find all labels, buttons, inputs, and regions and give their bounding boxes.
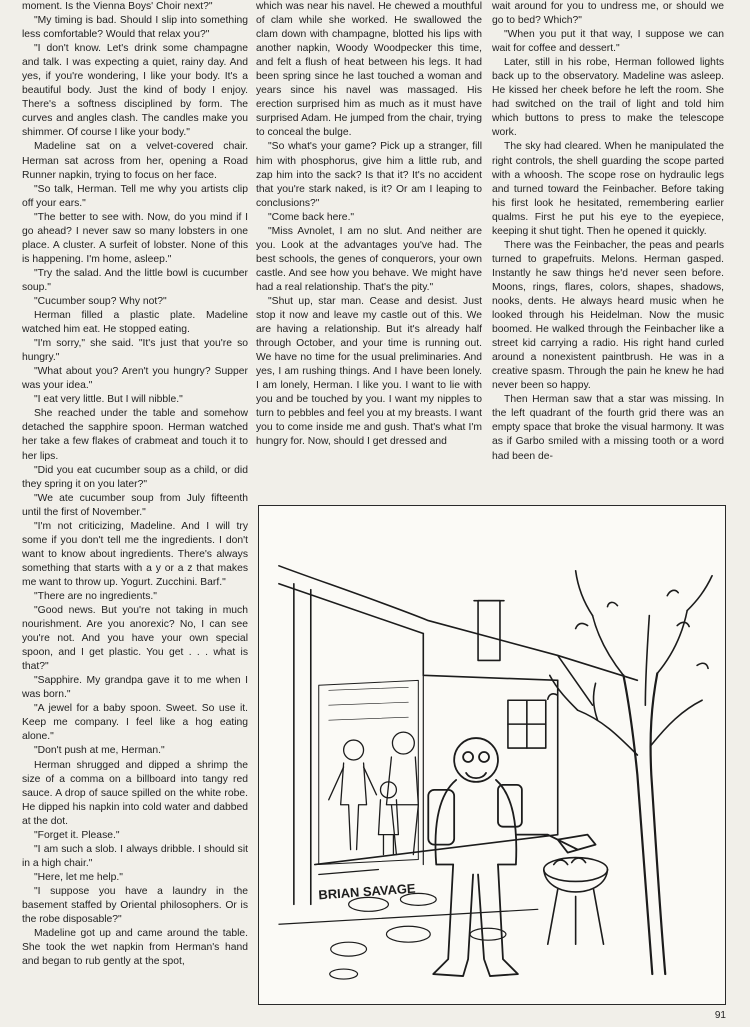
paragraph: "Sapphire. My grandpa gave it to me when I was born." xyxy=(22,675,248,701)
paragraph: "Did you eat cucumber soup as a child, or did they spring it on you later?" xyxy=(22,464,248,490)
paragraph: "Good news. But you're not taking in much nourishment. Are you anorexic? No, I can see you're not. And you have your own special spoon, and I get plastic. You get . . . what is that?" xyxy=(22,605,248,673)
family-figures-drawing xyxy=(329,732,419,854)
paragraph: Madeline got up and came around the table. She took the wet napkin from Herman's hand and began to rub gently at the spot, xyxy=(22,928,248,968)
house-drawing xyxy=(279,566,637,905)
paragraph: Herman filled a plastic plate. Madeline watched him eat. He stopped eating. xyxy=(22,310,248,336)
paragraph: which was near his navel. He chewed a mouthful of clam while she worked. He swallowed the clam down with champagne, blotted his lips with another napkin, Woody Woodpecker this time, and felt a flush of heat between his legs. It had been spring since he last touched a woman and years since his navel was massaged. His erection surprised him as much as it must have surprised Adam. He jumped from the chair, trying to conceal the bulge. xyxy=(256,1,482,139)
paragraph: "Forget it. Please." xyxy=(34,829,120,841)
paragraph: "The better to see with. Now, do you mind if I go ahead? I never saw so many lobsters in one place. A cluster. A surfeit of lobster. None of this is happening. I'm home, asleep." xyxy=(22,211,248,265)
paragraph: Later, still in his robe, Herman followed lights back up to the observatory. Madeline was asleep. He kissed her cheek before he left the room. She had switched on the trail of light and told him which buttons to press to make the telescope work. xyxy=(492,57,724,139)
paragraph: "Here, let me help." xyxy=(34,871,123,883)
paragraph: wait around for you to undress me, or should we go to bed? Which?" xyxy=(492,1,724,27)
paragraph: moment. Is the Vienna Boys' Choir next?" xyxy=(22,1,213,12)
paragraph: "So talk, Herman. Tell me why you artists clip off your ears." xyxy=(22,183,248,209)
paragraph: She reached under the table and somehow detached the sapphire spoon. Herman watched her take a few flakes of crabmeat and touch it to her lips. xyxy=(22,408,248,462)
paragraph: Then Herman saw that a star was missing. In the left quadrant of the fourth grid there was an empty space that broke the visual harmony. It was as if Garbo smiled with a missing tooth or a word had been de- xyxy=(492,394,724,462)
text-column-2 xyxy=(256,0,482,500)
paragraph: "My timing is bad. Should I slip into something less comfortable? Would that relax you?" xyxy=(22,15,248,41)
paragraph: Madeline sat on a velvet-covered chair. Herman sat across from her, opening a Road Runner napkin, trying to focus on her face. xyxy=(22,141,248,181)
cartoon-illustration xyxy=(258,505,726,1005)
paragraph: "I'm not criticizing, Madeline. And I will try some if you don't tell me the ingredients. I don't want to know about ingredients. There's always something that starts with a y or a z that makes me want to throw up. Yogurt. Zucchini. Barf." xyxy=(22,520,248,588)
artist-signature xyxy=(318,881,416,903)
paragraph: "I am such a slob. I always dribble. I should sit in a high chair." xyxy=(22,843,248,869)
paragraph: "I don't know. Let's drink some champagne and talk. I was expecting a quiet, rainy day. And yes, if you're wondering, I like your body. It's a beautiful body. Just the kind of body I enjoy. There's a softness disciplined by form. The curves and angles clash. The candles make you shimmer. Of course I like your body." xyxy=(22,43,248,139)
paragraph: Herman shrugged and dipped a shrimp the size of a comma on a billboard into tangy red sauce. A drop of sauce spilled on the white robe. He dipped his napkin into cold water and dabbed at the dot. xyxy=(22,759,248,827)
page-number: 91 xyxy=(714,1010,726,1021)
paragraph: "When you put it that way, I suppose we can wait for coffee and dessert." xyxy=(492,29,724,55)
paragraph: "Come back here." xyxy=(268,211,355,223)
paragraph: "We ate cucumber soup from July fifteenth until the first of November." xyxy=(22,492,248,518)
paragraph: "Miss Avnolet, I am no slut. And neither are you. Look at the advantages you've had. The best schools, the genes of conquerors, your own castle. And see how you behave. We might have had a real relationship. That's the pity." xyxy=(256,225,482,293)
text-column-3 xyxy=(492,0,724,500)
svg-text:BRIAN SAVAGE: BRIAN SAVAGE xyxy=(317,880,416,903)
paragraph: There was the Feinbacher, the peas and pearls turned to grapefruits. Melons. Herman gasped. Instantly he saw things he'd never seen before. Moons, rings, flares, colors, shapes, shadows, nooks, dents. He always heard music when he looked through his Heidelman. Now the music boomed. He walked through the Feinbacher like a street kid carrying a radio. His right hand curled around a nonexistent paintbrush. He was in a creative spasm. Through the pain he knew he had never been so happy. xyxy=(492,239,724,392)
text-column-1 xyxy=(22,0,248,1015)
paragraph: "Cucumber soup? Why not?" xyxy=(34,295,167,307)
paragraph: "So what's your game? Pick up a stranger, fill him with phosphorus, give him a little rub, and zap him into the sack? Is that it? It's no accident that you're stark naked, is it? Or am I leaping to conclusions?" xyxy=(256,141,482,209)
paragraph: The sky had cleared. When he manipulated the right controls, the shell guarding the scope parted with a whoosh. The scope rose on hydraulic legs and turned toward the Feinbacher. Before taking his first look he hesitated, remembering earlier qualms. First he put his eye to the eyepiece, keeping it shut tight. Then he opened it quickly. xyxy=(492,141,724,237)
paragraph: "I'm sorry," she said. "It's just that you're so hungry." xyxy=(22,338,248,364)
paragraph: "Try the salad. And the little bowl is cucumber soup." xyxy=(22,267,248,293)
paragraph: "I suppose you have a laundry in the basement staffed by Oriental philosophers. Or is the robe disposable?" xyxy=(22,885,248,926)
paragraph: "Shut up, star man. Cease and desist. Just stop it now and leave my castle out of this. We are having a relationship. But it's already half through October, and your time is running out. We have no time for the usual preliminaries. And yes, I am rushing things. And I have been lonely. I am lonely, Herman. I like you. I want to lie with you and be touched by you. I want my nipples to turn to pebbles and feel you at my breasts. I want you to come inside me and gush. That's what I'm hungry for. Now, should I get dressed and xyxy=(256,295,482,448)
barbecue-grill-drawing xyxy=(544,858,608,945)
tree-drawing xyxy=(548,571,712,974)
paragraph: "A jewel for a baby spoon. Sweet. So use it. Keep me company. I feel like a hog eating alone." xyxy=(22,703,248,743)
paragraph: "What about you? Aren't you hungry? Supper was your idea." xyxy=(22,366,248,392)
paragraph: "There are no ingredients." xyxy=(34,590,157,602)
paragraph: "I eat very little. But I will nibble." xyxy=(34,394,183,406)
paragraph: "Don't push at me, Herman." xyxy=(34,745,165,757)
